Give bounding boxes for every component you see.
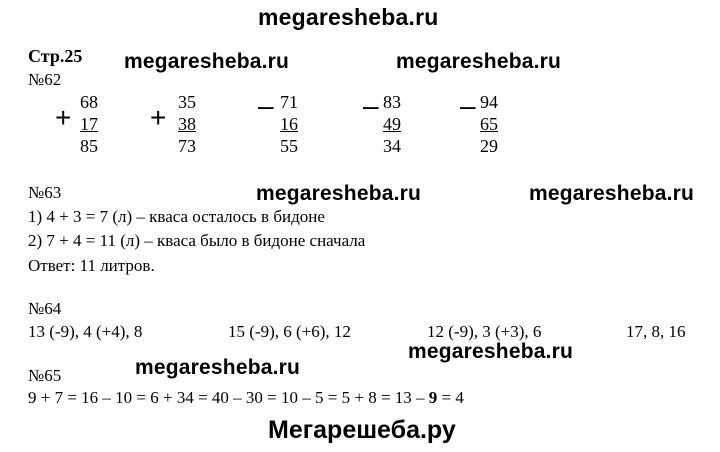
watermark-bottom: Мегарешеба.ру <box>268 416 456 444</box>
watermark: megaresheba.ru <box>135 356 301 379</box>
operand-b: 17 <box>80 114 98 134</box>
answer: Ответ: 11 литров. <box>28 256 155 275</box>
operand-b: 49 <box>383 114 401 134</box>
operand-a: 83 <box>383 92 401 112</box>
result: 85 <box>80 136 98 156</box>
result: 29 <box>480 136 498 156</box>
operand-a: 35 <box>178 92 196 112</box>
exercise-65-label: №65 <box>28 366 62 385</box>
sequence-3: 12 (-9), 3 (+3), 6 <box>427 322 542 341</box>
sequence-4: 17, 8, 16 <box>626 322 686 341</box>
sequence-2: 15 (-9), 6 (+6), 12 <box>228 322 351 341</box>
operand-b: 38 <box>178 114 196 134</box>
operand-a: 94 <box>480 92 498 112</box>
minus-sign: – <box>258 90 274 121</box>
watermark: megaresheba.ru <box>124 50 290 73</box>
operand-a: 68 <box>80 92 98 112</box>
exercise-64-label: №64 <box>28 299 62 318</box>
result: 34 <box>383 136 401 156</box>
operand-b: 65 <box>480 114 498 134</box>
plus-sign: + <box>55 102 72 133</box>
chain-text: 9 + 7 = 16 – 10 = 6 + 34 = 40 – 30 = 10 – 5 = 5 + 8 = 13 – <box>28 388 429 407</box>
watermark: megaresheba.ru <box>408 340 574 363</box>
result: 73 <box>178 136 196 156</box>
watermark: megaresheba.ru <box>529 182 695 205</box>
exercise-63-label: №63 <box>28 183 62 202</box>
operand-b: 16 <box>280 114 298 134</box>
watermark: megaresheba.ru <box>396 50 562 73</box>
watermark-top: megaresheba.ru <box>258 4 439 30</box>
chain-highlight: 9 <box>428 388 438 407</box>
exercise-62-label: №62 <box>28 70 62 89</box>
chain-end: = 4 <box>437 388 464 407</box>
watermark: megaresheba.ru <box>256 182 422 205</box>
plus-sign: + <box>150 102 167 133</box>
solution-step-1: 1) 4 + 3 = 7 (л) – кваса осталось в бидоне <box>28 207 325 226</box>
operand-a: 71 <box>280 92 298 112</box>
minus-sign: – <box>460 90 476 121</box>
result: 55 <box>280 136 298 156</box>
page-label: Стр.25 <box>28 46 83 66</box>
equation-chain <box>28 388 464 408</box>
minus-sign: – <box>363 90 379 121</box>
solution-step-2: 2) 7 + 4 = 11 (л) – кваса было в бидоне сначала <box>28 231 366 250</box>
sequence-1: 13 (-9), 4 (+4), 8 <box>28 322 143 341</box>
